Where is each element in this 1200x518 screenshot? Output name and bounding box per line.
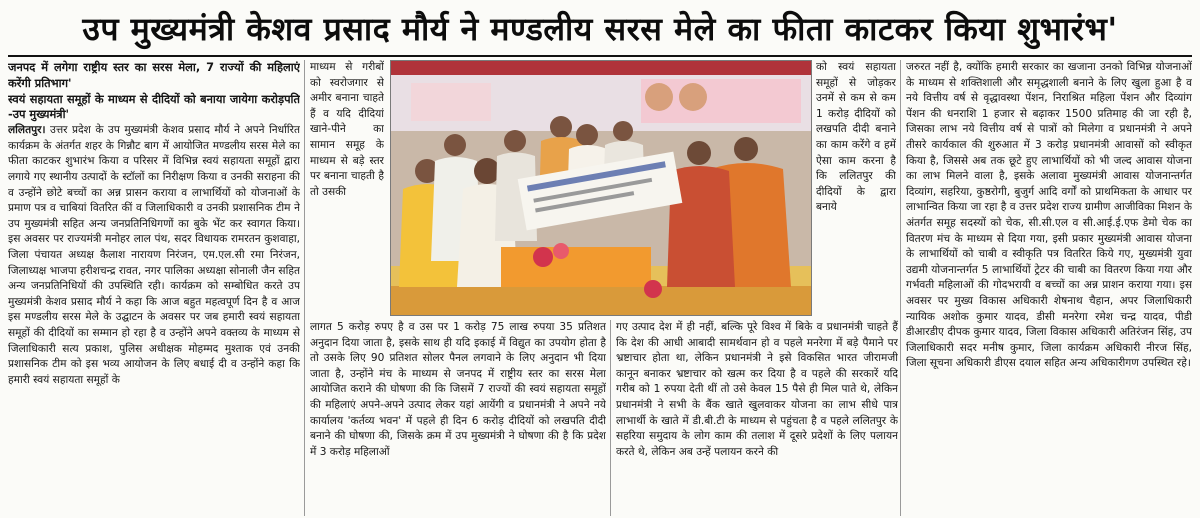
article-text: उत्तर प्रदेश के उप मुख्यमंत्री केशव प्रसाद मौर्य ने अपने निर्धारित कार्यक्रम के अंतर्गत शहर के गिन्नौट बाग में आयोजित मण्डलीय सरस मेले का फीता काटकर शुभारंभ किया व परिसर में विभिन्न स्वयं सहायता समूहों द्वारा लगाये गए स्थानीय उत्पादों के स्टॉलों का निरीक्षण किया व उनकी सराहना की व उन्होंने छोटे बच्चों का अन्न प्रासन कराया व लाभार्थियों को योजनाओं के प्रमाण पत्र व चाबियां वितरित कीं व जिलाधिकारी व उनकी प्रशासनिक टीम ने उप मुख्यमंत्री सहित अन्य जनप्रतिनिधिगणों का बुके भेंट कर स्वागत किया। इस अवसर पर राज्यमंत्री मनोहर लाल पंथ, सदर विधायक रामरतन कुशवाहा, जिला पंचायत अध्यक्ष कैलाश नारायण निरंजन, एम.एल.सी रमा निरंजन, जिलाध्यक्ष भाजपा हरीशचन्द्र रावत, नगर पालिका अध्यक्षा सोनाली जैन सहित अन्य जनप्रतिनिधियों की उपस्थिति रही। कार्यक्रम को सम्बोधित करते उप मुख्यमंत्री केशव प्रसाद मौर्य ने कहा कि आज बहुत महत्वपूर्ण दिन है व आज इस मण्डलीय सरस मेले के उद्घाटन के अवसर पर जब हमारी स्वयं सहायता समूहों की दीदियों का सम्मान हो रहा है व उन्होंने अपने वक्तव्य के माध्यम से जिलाधिकारी सत्य प्रकाश, पुलिस अधीक्षक मोहम्मद मुश्ताक एवं उनकी प्रशासनिक टीम को इस भव्य आयोजन के लिए बधाई दी व उन्होंने कहा कि हमारी स्वयं सहायता समूहों के [8,124,300,386]
subheadline-2: स्वयं सहायता समूहों के माध्यम से दीदियों को बनाया जायेगा करोड़पति -उप मुख्यमंत्री' [8,91,300,122]
article-column-4 [906,60,1192,516]
column-divider [900,60,901,516]
article-column-3-bottom [616,320,898,516]
article-text: गए उत्पाद देश में ही नहीं, बल्कि पूरे विश्व में बिके व प्रधानमंत्री चाहते हैं कि देश की आधी आबादी सामर्थवान हो व पहले मनरेगा में बड़े पैमाने पर भ्रष्टाचार होता था, लेकिन प्रधानमंत्री ने इसे विकसित भारत जीरामजी कानून बनाकर भ्रष्टाचार को खत्म कर दिया है व पहले की सरकारें यदि गरीब को 1 रुपया देती थीं तो उसे केवल 15 पैसे ही मिल पाते थे, लेकिन प्रधानमंत्री ने सभी के बैंक खाते खुलवाकर योजना का लाभ सीधे पात्र लाभार्थी के खाते में डी.बी.टी के माध्यम से पहुंचता है व पहले ललितपुर के सहरिया समुदाय के लोग काम की तलाश में दूसरे प्रदेशों के लिए पलायन करते थे, लेकिन अब उन्हें पलायन करने की [616,321,898,458]
photo-illustration [391,61,811,315]
headline: उप मुख्यमंत्री केशव प्रसाद मौर्य ने मण्डलीय सरस मेले का फीता काटकर किया शुभारंभ' [82,9,1118,48]
article-column-3-top [816,60,896,318]
article-text: लागत 5 करोड़ रुपए है व उस पर 1 करोड़ 75 लाख रुपया 35 प्रतिशत अनुदान दिया जाता है, इसके साथ ही यदि इकाई में विद्युत का उपयोग होता है तो उसके लिए 90 प्रतिशत सोलर पैनल लगवाने के लिए अनुदान भी दिया जाता है, उन्होंने मंच के माध्यम से जनपद में राष्ट्रीय स्तर का सरस मेला आयोजित कराने की घोषणा की कि जिसमें 7 राज्यों की स्वयं सहायता समूहों की महिलाएं अपने-अपने उत्पाद लेकर यहां आयेंगी व प्रधानमंत्री ने अपने नये कार्यालय 'कर्तव्य भवन' में पहले ही दिन 6 करोड़ दीदियों को लखपति दीदी बनाने की घोषणा की, जिसके क्रम में उप मुख्यमंत्री ने घोषणा की है कि प्रदेश में 3 करोड़ महिलाओं [310,321,606,458]
column-divider [304,60,305,516]
article-text: जरुरत नहीं है, क्योंकि हमारी सरकार का खजाना उनको विभिन्न योजनाओं के माध्यम से शक्तिशाली और समृद्धशाली बनाने के लिए खुला हुआ है व नये वित्तीय वर्ष से वृद्धावस्था पेंशन, निराश्रित महिला पेंशन और दिव्यांग पेंशन की धनराशि 1 हजार से बढ़ाकर 1500 प्रतिमाह की जा रही है, जिसका लाभ नये वित्तीय वर्ष से पात्रों को मिलेगा व प्रधानमंत्री ने अपने तीसरे कार्यकाल की शुरुआत में 3 करोड़ प्रधानमंत्री आवासों को स्वीकृत किया है, जिससे अब तक छूटे हुए लाभार्थियों को भी जल्द आवास योजना का लाभ मिलने वाला है, इसके अलावा मुख्यमंत्री आवास योजनान्तर्गत दिव्यांग, सहरिया, कुष्ठरोगी, बुजुर्ग आदि वर्गों को प्राथमिकता के आधार पर लाभान्वित किया जा रहा है व उत्तर प्रदेश राज्य ग्रामीण आजीविका मिशन के अंतर्गत समूह सदस्यों को चेक, सी.सी.एल व सी.आई.ई.एफ डेमो चेक का वितरण मंच के माध्यम से दिया गया, इसी प्रकार मुख्यमंत्री आवास योजना के लाभार्थियों को चाबी व स्वीकृति पत्र वितरित किये गए, मुख्यमंत्री युवा उद्यमी योजनान्तर्गत 5 लाभार्थियों ट्रेटर की चाबी का वितरण किया गया और गर्भवती महिलाओं की गोदभरायी व बच्चों का अन्न प्राशन कराया गया। इस अवसर पर मुख्य विकास अधिकारी शेषनाथ चैहान, अपर जिलाधिकारी न्यायिक अशोक कुमार यादव, डीसी मनरेगा रमेश चन्द्र यादव, पीडी डीआरडीए दीपक कुमार यादव, जिला विकास अधिकारी अतिरंजन सिंह, उप जिलाधिकारी सदर मनीष कुमार, जिला कार्यक्रम अधिकारी नीरज सिंह, जिला सूचना अधिकारी डीएस दयाल सहित अन्य अधिकारीगण उपस्थित रहे। [906,61,1192,370]
article-column-2-bottom [310,320,606,516]
news-photo [390,60,812,316]
article-lead-paragraph [8,123,300,388]
article-column-1 [8,60,300,516]
article-text: को स्वयं सहायता समूहों से जोड़कर उनमें से कम से कम 1 करोड़ दीदियों को लखपति दीदी बनाने का काम करेंगे व हमें ऐसा काम करना है कि ललितपुर की दीदियों के द्वारा बनाये [816,61,896,214]
headline-rule [8,55,1192,57]
subheadline-1: जनपद में लगेगा राष्ट्रीय स्तर का सरस मेला, 7 राज्यों की महिलाएं करेंगी प्रतिभाग' [8,60,300,90]
article-column-2-top [310,60,384,318]
dateline: ललितपुर। [8,124,46,137]
article-text: माध्यम से गरीबों को स्वरोजगार से अमीर बनाना चाहते हैं व यदि दीदियां खाने-पीने का सामान समूह के माध्यम से बड़े स्तर पर बनाना चाहती है तो उसकी [310,61,384,198]
column-divider [610,320,611,516]
